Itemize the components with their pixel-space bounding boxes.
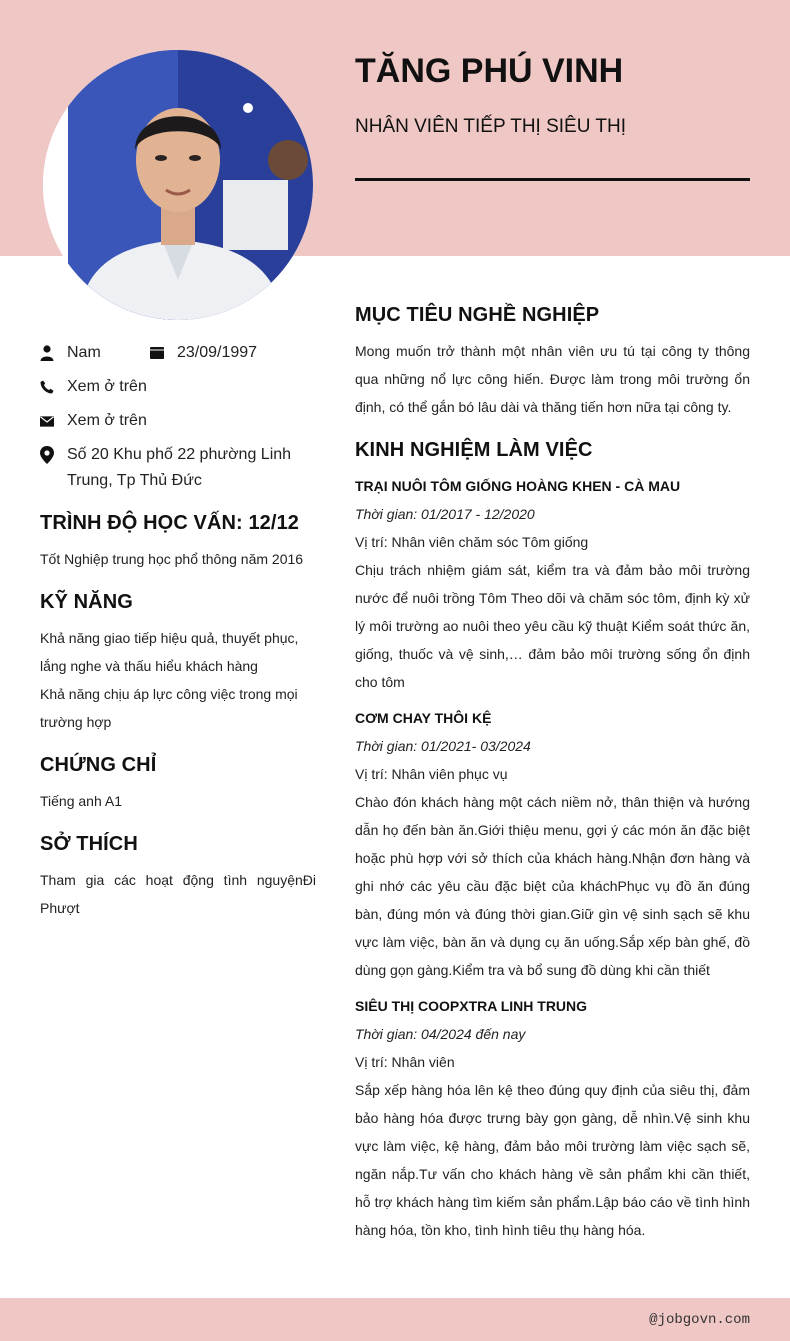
hobbies-heading: SỞ THÍCH (40, 833, 138, 855)
email-text: Xem ở trên (67, 412, 147, 429)
calendar-icon (150, 340, 164, 366)
phone-icon (40, 374, 54, 400)
gender-birth-row (40, 340, 316, 374)
experience-position: Vị trí: Nhân viên chăm sóc Tôm giống (355, 534, 589, 550)
phone-row (40, 374, 316, 408)
phone-text: Xem ở trên (67, 378, 147, 395)
address-text: Số 20 Khu phố 22 phường Linh Trung, Tp Thủ Đức (67, 446, 292, 489)
gender-item (40, 340, 150, 366)
experience-company: SIÊU THỊ COOPXTRA LINH TRUNG (355, 998, 588, 1014)
objective-heading: MỤC TIÊU NGHỀ NGHIỆP (355, 304, 600, 326)
birth-date-item (150, 340, 257, 366)
education-heading: TRÌNH ĐỘ HỌC VẤN: 12/12 (40, 512, 300, 534)
gender-text: Nam (67, 344, 101, 361)
certificates-heading: CHỨNG CHỈ (40, 754, 157, 776)
experience-description: Chào đón khách hàng một cách niềm nở, thân thiện và hướng dẫn họ đến bàn ăn.Giới thiệu menu, gợi ý các món ăn đặc biệt hoặc phù hợp với sở thích của khách hàng.Nhận đơn hàng và ghi nhớ các yêu cầu đặc biệt của kháchPhục vụ đồ ăn đúng bàn, đúng món và đúng thời gian.Giữ gìn vệ sinh sạch sẽ khu vực làm việc, bàn ăn và dụng cụ ăn uống.Sắp xếp bàn ghế, đồ dùng gọn gàng.Kiểm tra và bổ sung đồ dùng khi cần thiết (355, 794, 750, 978)
person-icon (40, 340, 54, 366)
address-row (40, 442, 316, 494)
experience-time: Thời gian: 01/2017 - 12/2020 (355, 506, 535, 522)
skill-item: Khả năng chịu áp lực công việc trong mọi trường hợp (40, 686, 298, 730)
map-pin-icon (40, 442, 54, 468)
experience-description: Sắp xếp hàng hóa lên kệ theo đúng quy định của siêu thị, đảm bảo hàng hóa được trưng bày gọn gàng, dễ nhìn.Vệ sinh khu vực làm việc, kệ hàng, đảm bảo môi trường làm việc sạch sẽ, ngăn nắp.Tư vấn cho khách hàng về sản phẩm khi cần thiết, hỗ trợ khách hàng tìm kiếm sản phẩm.Lập báo cáo về tình hình hàng hóa, tồn kho, tình hình tiêu thụ hàng hóa. (355, 1082, 750, 1238)
experience-time: Thời gian: 04/2024 đến nay (355, 1026, 526, 1042)
birth-date-text: 23/09/1997 (177, 344, 258, 361)
skills-heading: KỸ NĂNG (40, 591, 133, 613)
email-row (40, 408, 316, 442)
objective-text: Mong muốn trở thành một nhân viên ưu tú tại công ty thông qua những nổ lực công hiến. Được làm trong môi trường ổn định, có thể gắn bó lâu dài và thăng tiến hơn nữa tại công ty. (355, 343, 750, 415)
hobbies-section (40, 833, 316, 922)
skills-section (40, 591, 316, 736)
experience-section (355, 439, 750, 1244)
experience-item (355, 704, 750, 984)
experience-description: Chịu trách nhiệm giám sát, kiểm tra và đảm bảo môi trường nước để nuôi trồng Tôm Theo dõi và chăm sóc tôm, định kỳ xử lý môi trường ao nuôi theo yêu cầu kỹ thuật Kiểm soát thức ăn, giống, thuốc và vệ sinh,… đảm bảo môi trường sống ổn định cho tôm (355, 562, 750, 690)
experience-item (355, 472, 750, 696)
envelope-icon (40, 408, 54, 434)
skill-item: Khả năng giao tiếp hiệu quả, thuyết phục, lắng nghe và thấu hiểu khách hàng (40, 630, 299, 674)
certificates-section (40, 754, 316, 815)
experience-company: CƠM CHAY THÔI KỆ (355, 710, 492, 726)
education-section (40, 512, 316, 573)
footer-watermark: @jobgovn.com (649, 1312, 750, 1328)
objective-section (355, 304, 750, 421)
candidate-name: TĂNG PHÚ VINH (355, 52, 624, 90)
experience-time: Thời gian: 01/2021- 03/2024 (355, 738, 531, 754)
title-divider (355, 178, 750, 181)
right-column (355, 304, 750, 1252)
profile-photo-image (43, 50, 313, 320)
job-title: NHÂN VIÊN TIẾP THỊ SIÊU THỊ (355, 116, 626, 137)
left-column (40, 340, 316, 922)
experience-item (355, 992, 750, 1244)
experience-position: Vị trí: Nhân viên phục vụ (355, 766, 508, 782)
profile-photo (43, 50, 313, 320)
certificate-text: Tiếng anh A1 (40, 793, 122, 809)
experience-heading: KINH NGHIỆM LÀM VIỆC (355, 439, 593, 461)
hobbies-text: Tham gia các hoạt động tình nguyệnĐi Phượt (40, 872, 316, 916)
experience-position: Vị trí: Nhân viên (355, 1054, 455, 1070)
experience-company: TRẠI NUÔI TÔM GIỐNG HOÀNG KHEN - CÀ MAU (355, 478, 681, 494)
education-text: Tốt Nghiệp trung học phổ thông năm 2016 (40, 551, 304, 567)
